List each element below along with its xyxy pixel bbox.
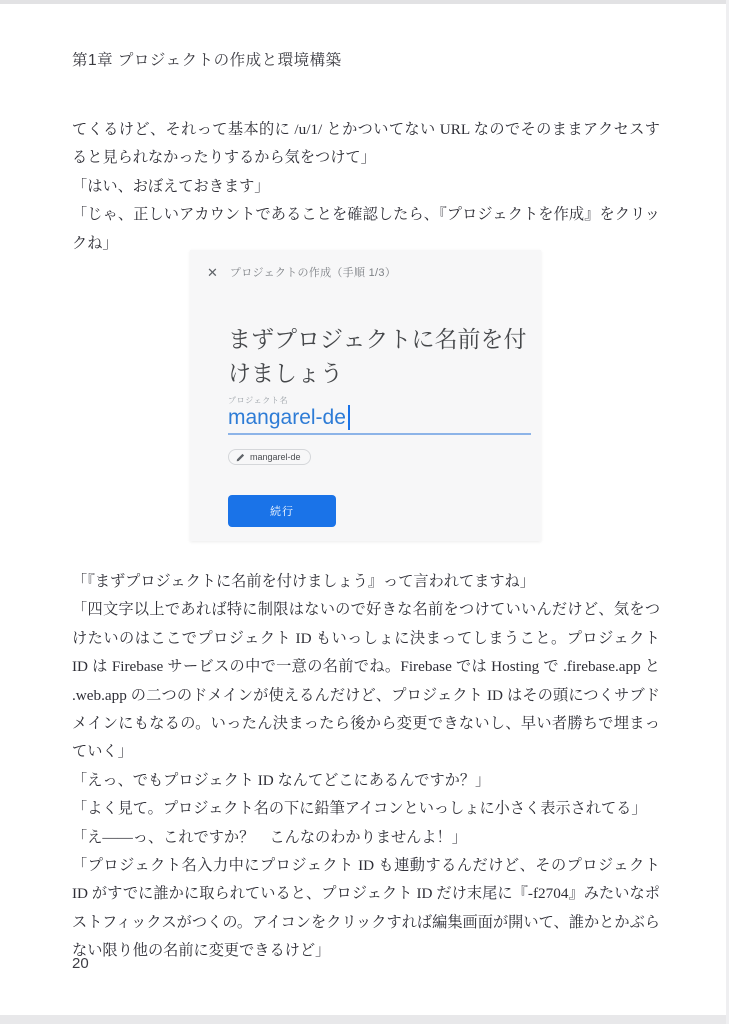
scan-edge-bottom xyxy=(0,1015,729,1024)
paragraph: 「プロジェクト名入力中にプロジェクト ID も連動するんだけど、そのプロジェクト ID がすでに誰かに取られていると、プロジェクト ID だけ末尾に『-f2704』みたいなポストフィックスがつくの。アイコンをクリックすれば編集画面が開いて、誰かとかぶらない限り他の名前に変更できるけど」 xyxy=(72,857,660,960)
body-text-bottom xyxy=(72,568,660,966)
figure-dialog-header-label: プロジェクトの作成（手順 1/3） xyxy=(229,267,397,279)
figure-project-id-label: mangarel-de xyxy=(250,452,301,462)
figure-project-creation-dialog xyxy=(190,250,541,541)
chapter-header: 第1章 プロジェクトの作成と環境構築 xyxy=(72,52,342,69)
paragraph: 「よく見て。プロジェクト名の下に鉛筆アイコンといっしょに小さく表示されてる」 xyxy=(72,800,647,818)
figure-dialog-header xyxy=(207,264,396,280)
figure-project-id-chip xyxy=(228,449,311,465)
figure-project-name-label: プロジェクト名 xyxy=(228,396,289,405)
pencil-icon xyxy=(236,453,245,462)
paragraph: 「四文字以上であれば特に制限はないので好きな名前をつけていいんだけど、気をつけたいのはここでプロジェクト ID もいっしょに決まってしまうこと。プロジェクト ID は Firebase サービスの中で一意の名前でね。Firebase では Hosting で .firebase.app と .web.app の二つのドメインが使えるんだけど、プロジェクト ID はその頭につくサブドメインにもなるの。いったん決まったら後から変更できないし、早い者勝ちで埋まっていく」 xyxy=(72,601,660,761)
paragraph: てくるけど、それって基本的に /u/1/ とかついてない URL なのでそのままアクセスすると見られなかったりするから気をつけて」 xyxy=(72,121,660,167)
text-cursor xyxy=(348,405,350,430)
figure-dialog-title: まずプロジェクトに名前を付けましょう xyxy=(228,326,527,386)
paragraph: 「じゃ、正しいアカウントであることを確認したら、『プロジェクトを作成』をクリックね」 xyxy=(72,206,660,252)
paragraph: 「えっ、でもプロジェクト ID なんてどこにあるんですか？」 xyxy=(72,771,491,789)
close-icon: ✕ xyxy=(207,264,218,280)
figure-project-name-value: mangarel-de xyxy=(228,405,346,429)
page-number: 20 xyxy=(72,955,89,972)
paragraph: 「『まずプロジェクトに名前を付けましょう』って言われてますね」 xyxy=(72,573,535,590)
scan-edge-top xyxy=(0,0,729,4)
body-text-top xyxy=(72,116,660,258)
paragraph: 「はい、おぼえておきます」 xyxy=(72,177,270,195)
figure-project-name-input xyxy=(228,405,350,430)
figure-continue-button: 続行 xyxy=(228,495,336,527)
figure-input-underline xyxy=(228,433,531,435)
paragraph: 「え——っ、これですか？ こんなのわかりませんよ！」 xyxy=(72,828,467,846)
